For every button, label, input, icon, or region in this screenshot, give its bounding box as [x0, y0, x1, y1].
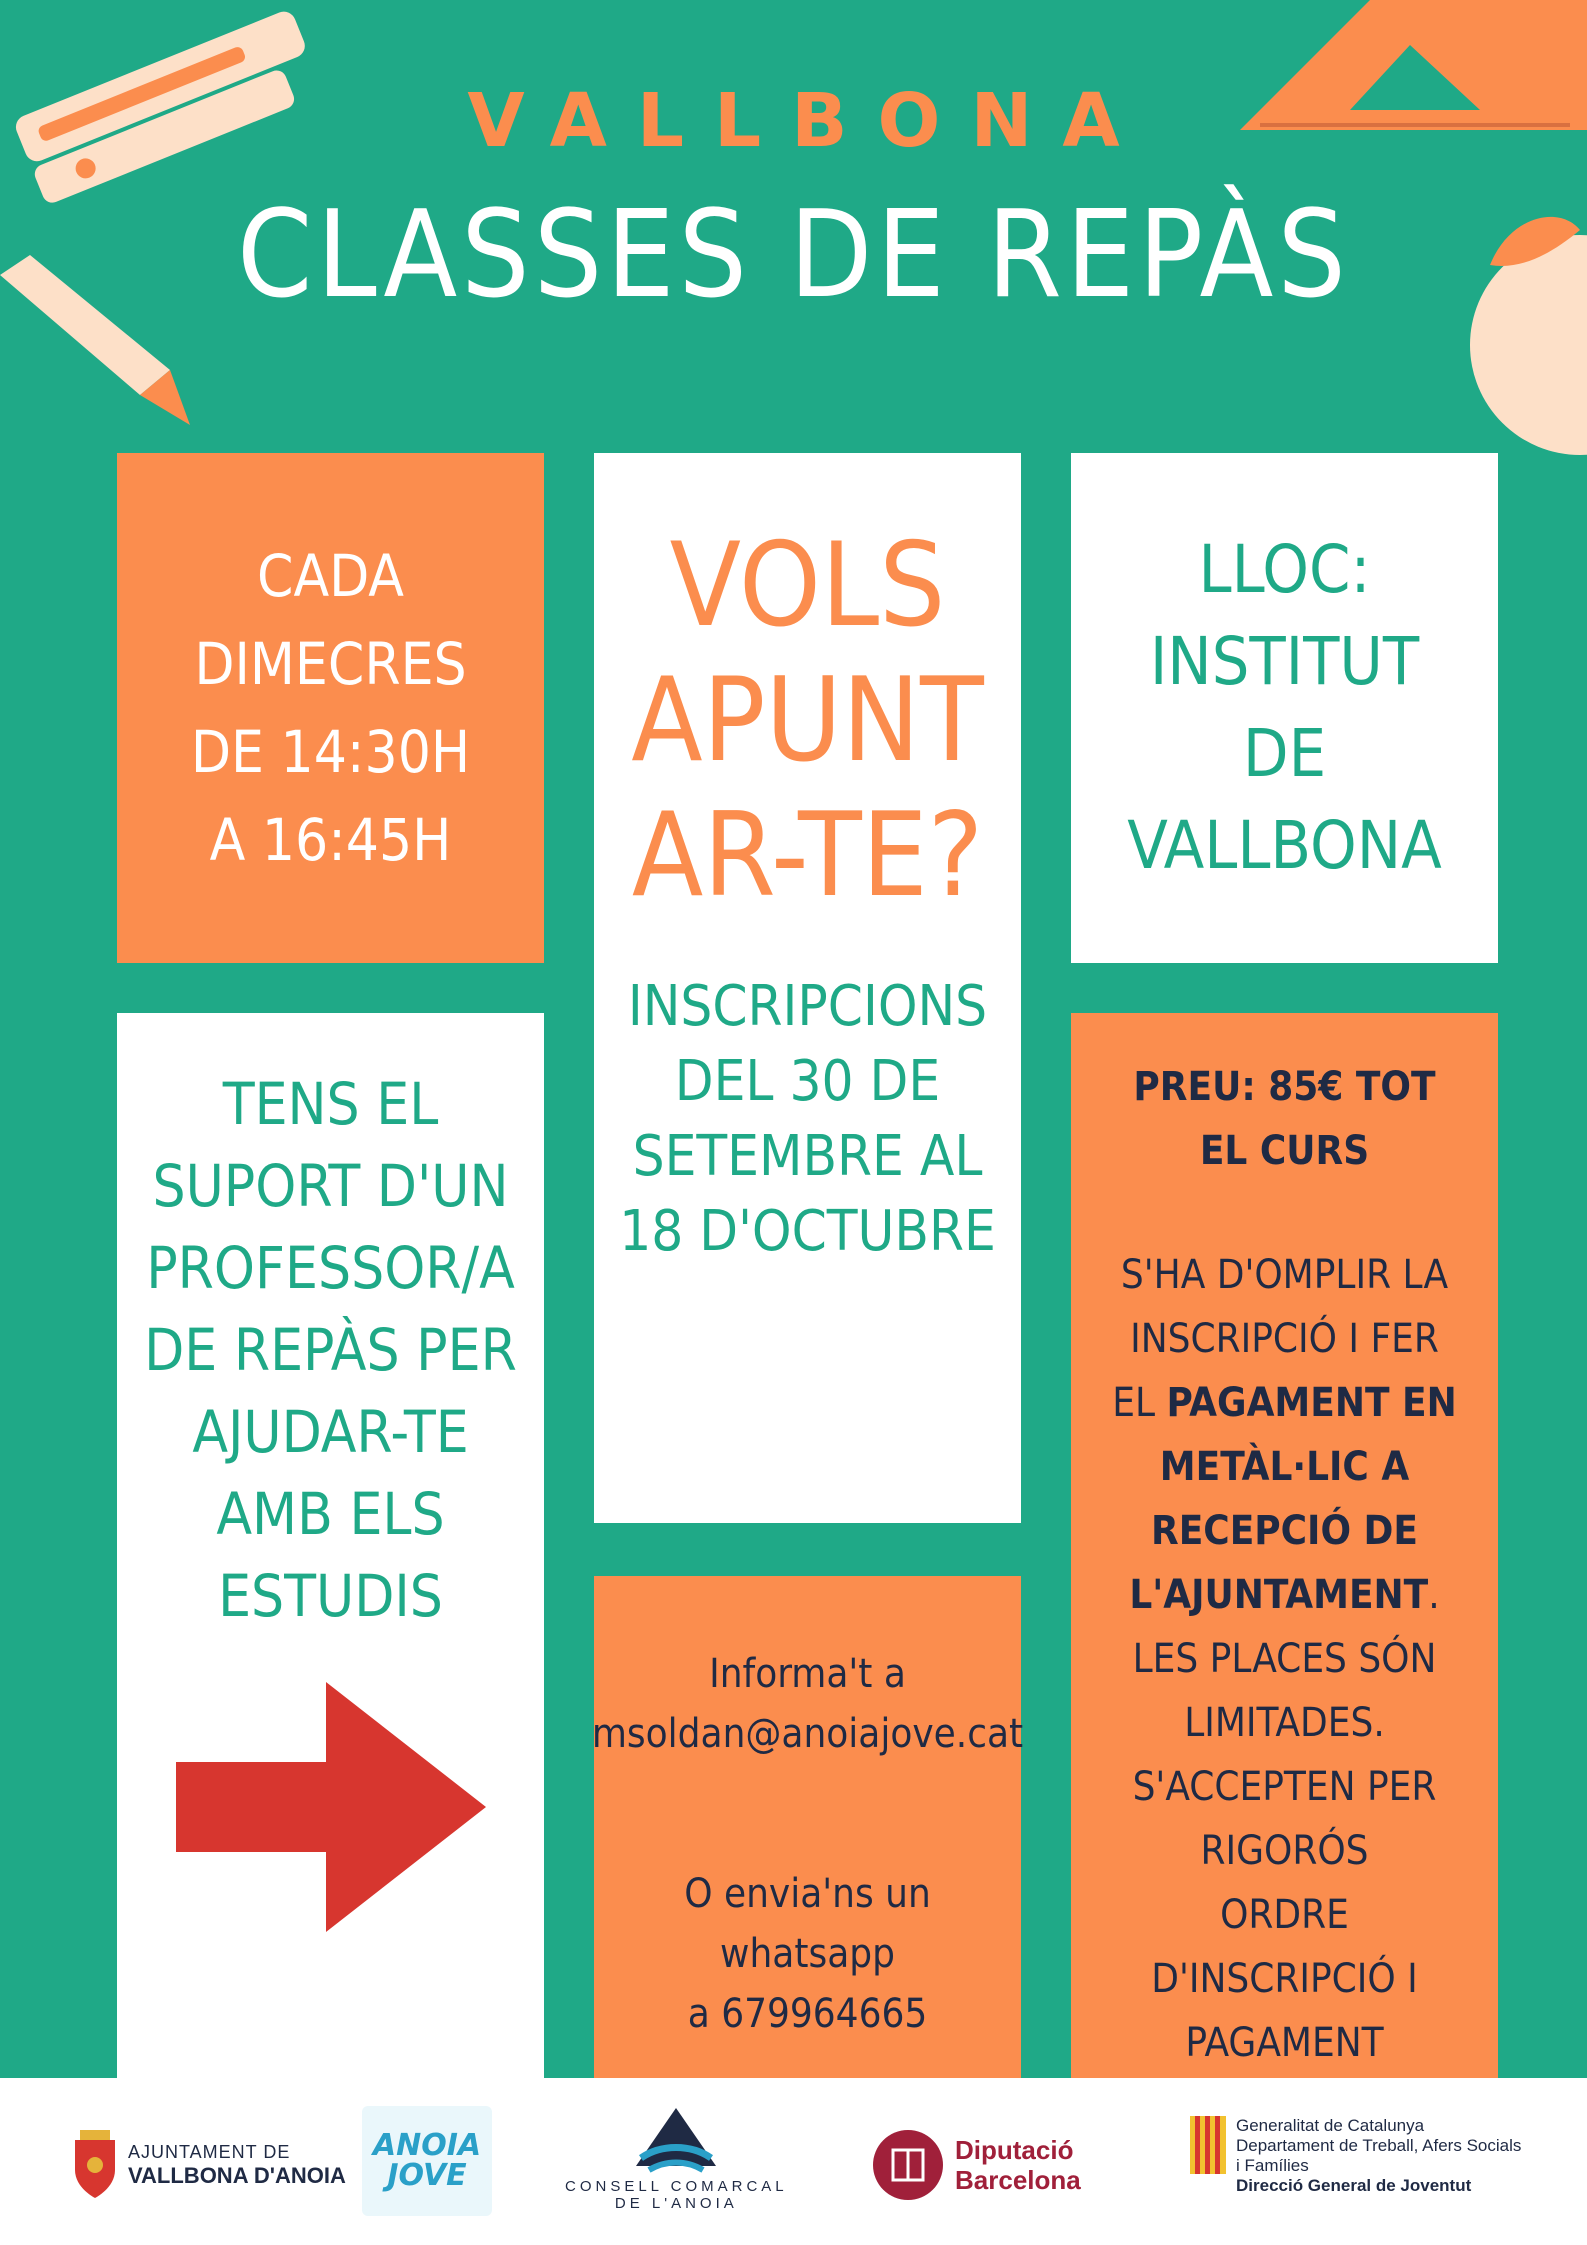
- sponsor-footer: [0, 2078, 1587, 2245]
- question-line: APUNT: [631, 653, 984, 788]
- support-box: [117, 1013, 544, 2078]
- coat-of-arms-icon: [70, 2130, 120, 2200]
- price-box: [1071, 1013, 1498, 2078]
- contact-box: [591, 1576, 1024, 2078]
- support-line: TENS EL: [222, 1070, 439, 1138]
- price-info-line: ORDRE: [1220, 1892, 1349, 1938]
- diputacio-line: Barcelona: [955, 2165, 1081, 2195]
- support-line: PROFESSOR/A: [146, 1234, 515, 1302]
- page-title: CLASSES DE REPÀS: [237, 186, 1350, 325]
- generalitat-logo: [1190, 2116, 1521, 2196]
- price-line: PREU: 85€ TOT: [1133, 1064, 1436, 1110]
- price-info-line: INSCRIPCIÓ I FER: [1130, 1316, 1439, 1362]
- registration-box: [594, 453, 1021, 1523]
- price-info-line: PAGAMENT: [1185, 2020, 1384, 2066]
- registration-line: INSCRIPCIONS: [627, 974, 988, 1039]
- price-info-bold: L'AJUNTAMENT: [1129, 1572, 1429, 1618]
- registration-line: DEL 30 DE: [674, 1049, 941, 1114]
- question-line: VOLS: [669, 518, 946, 653]
- ajuntament-logo: [70, 2130, 346, 2200]
- whatsapp-number[interactable]: a 679964665: [687, 1991, 928, 2037]
- consell-comarcal-logo: [565, 2108, 788, 2212]
- generalitat-line: i Famílies: [1236, 2156, 1309, 2175]
- generalitat-line: Generalitat de Catalunya: [1236, 2116, 1425, 2135]
- schedule-line: DIMECRES: [194, 630, 467, 698]
- location-line: VALLBONA: [1127, 807, 1442, 884]
- ajuntament-line: AJUNTAMENT DE: [128, 2141, 291, 2162]
- price-info-bold: RECEPCIÓ DE: [1150, 1508, 1419, 1554]
- whatsapp-label: O envia'ns un whatsapp: [684, 1871, 931, 1977]
- price-info-line: LES PLACES SÓN: [1132, 1636, 1437, 1682]
- schedule-line: A 16:45H: [209, 806, 452, 874]
- price-info-line: LIMITADES.: [1184, 1700, 1385, 1746]
- diputacio-logo: [873, 2130, 1081, 2200]
- consell-line: DE L'ANOIA: [614, 2195, 738, 2212]
- registration-line: 18 D'OCTUBRE: [619, 1199, 996, 1264]
- support-line: AMB ELS: [216, 1480, 445, 1548]
- consell-line: CONSELL COMARCAL: [565, 2178, 788, 2195]
- support-line: AJUDAR-TE: [192, 1398, 469, 1466]
- info-label: Informa't a: [709, 1651, 906, 1697]
- generalitat-line: Direcció General de Joventut: [1236, 2176, 1472, 2195]
- location-line: INSTITUT: [1149, 623, 1420, 700]
- diputacio-line: Diputació: [955, 2135, 1074, 2165]
- generalitat-line: Departament de Treball, Afers Socials: [1236, 2136, 1522, 2155]
- price-info-bold: PAGAMENT EN: [1166, 1380, 1457, 1426]
- price-info-line: S'ACCEPTEN PER: [1132, 1764, 1437, 1810]
- price-info-line: D'INSCRIPCIÓ I: [1151, 1956, 1418, 2002]
- arrow-right-icon: [176, 1682, 486, 1932]
- price-info-line: S'HA D'OMPLIR LA: [1120, 1252, 1449, 1298]
- price-line: EL CURS: [1199, 1128, 1370, 1174]
- price-info-bold: METÀL·LIC A: [1159, 1444, 1410, 1490]
- price-info-line: RIGORÓS: [1200, 1828, 1369, 1874]
- consell-mountain-icon: [631, 2108, 721, 2178]
- support-line: DE REPÀS PER: [144, 1316, 517, 1384]
- registration-dates: [619, 969, 996, 1269]
- location-line: LLOC:: [1198, 531, 1371, 608]
- senyera-icon: [1190, 2116, 1226, 2174]
- price-info-line: EL: [1112, 1380, 1167, 1426]
- location-box: [1071, 453, 1498, 963]
- town-title: VALLBONA: [467, 78, 1150, 164]
- contact-email-link[interactable]: msoldan@anoiajove.cat: [591, 1711, 1024, 1757]
- diputacio-emblem-icon: [873, 2130, 943, 2200]
- anoia-jove-logo: [362, 2106, 492, 2216]
- question-text: [631, 518, 983, 923]
- location-line: DE: [1242, 715, 1327, 792]
- support-line: SUPORT D'UN: [152, 1152, 509, 1220]
- schedule-box: [117, 453, 544, 963]
- schedule-line: CADA: [257, 542, 404, 610]
- question-line: AR-TE?: [631, 788, 984, 923]
- ajuntament-line: VALLBONA D'ANOIA: [128, 2162, 346, 2188]
- price-info-line: .: [1428, 1572, 1440, 1618]
- support-line: ESTUDIS: [218, 1562, 443, 1630]
- anoia-jove-text: ANOIA JOVE: [372, 2128, 482, 2193]
- schedule-line: DE 14:30H: [190, 718, 471, 786]
- registration-line: SETEMBRE AL: [632, 1124, 983, 1189]
